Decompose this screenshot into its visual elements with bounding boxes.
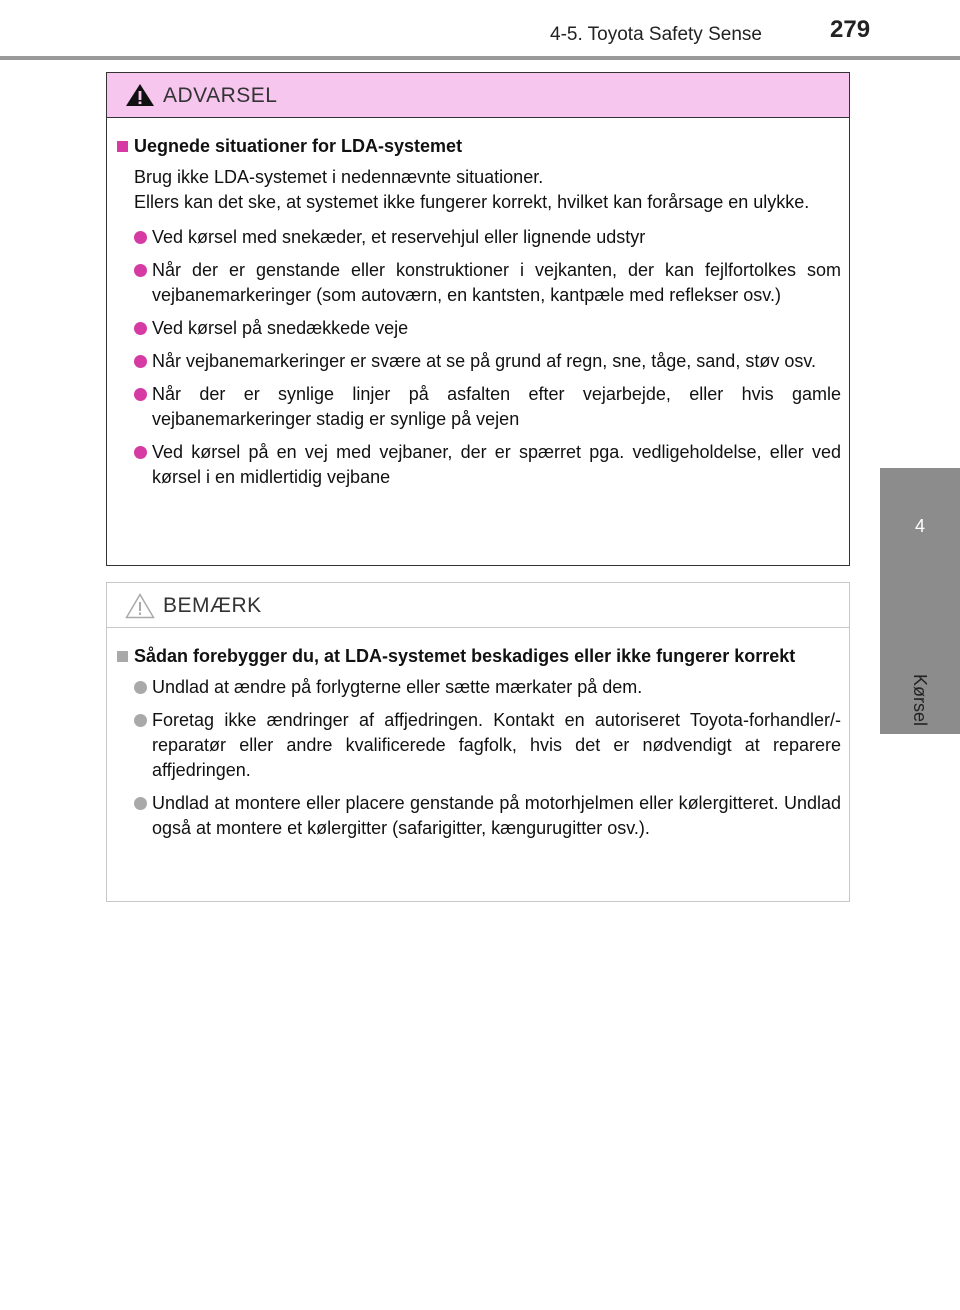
list-item [134, 225, 841, 250]
list-item-text: Undlad at montere eller placere genstande på motorhjelmen eller kølergitteret. Undlad også at montere et kølergitter (safarigitter, kængurugitter osv.). [152, 793, 841, 838]
warning-header [107, 73, 849, 118]
list-item-text: Når vejbanemarkeringer er svære at se på grund af regn, sne, tåge, sand, støv osv. [152, 351, 816, 371]
round-bullet-icon [134, 681, 147, 694]
notice-heading: BEMÆRK [163, 594, 262, 617]
notice-section-title-text: Sådan forebygger du, at LDA-systemet beskadiges eller ikke fungerer korrekt [134, 646, 796, 666]
warning-box [106, 72, 850, 566]
list-item [134, 258, 841, 308]
warning-intro-line: Ellers kan det ske, at systemet ikke fungerer korrekt, hvilket kan forårsage en ulykke. [134, 192, 810, 212]
square-bullet-icon [117, 141, 128, 152]
list-item-text: Foretag ikke ændringer af affjedringen. Kontakt en autoriseret Toyota-forhandler/-reparatør eller andre kvalificerede fagfolk, hvis det er nødvendigt at reparere affjedringen. [152, 710, 841, 780]
notice-box [106, 582, 850, 902]
notice-header [107, 583, 849, 628]
warning-heading: ADVARSEL [163, 84, 278, 107]
round-bullet-icon [134, 231, 147, 244]
round-bullet-icon [134, 797, 147, 810]
warning-section-title-text: Uegnede situationer for LDA-systemet [134, 136, 463, 156]
list-item [134, 708, 841, 783]
warning-intro [117, 165, 841, 215]
round-bullet-icon [134, 355, 147, 368]
round-bullet-icon [134, 264, 147, 277]
notice-section-title [117, 644, 841, 669]
warning-section-title [117, 134, 841, 159]
square-bullet-icon [117, 651, 128, 662]
round-bullet-icon [134, 388, 147, 401]
chapter-label: Kørsel [910, 673, 930, 726]
page-number: 279 [830, 16, 871, 43]
list-item [134, 316, 841, 341]
list-item [134, 349, 841, 374]
header-divider [0, 56, 960, 60]
list-item-text: Når der er synlige linjer på asfalten efter vejarbejde, eller hvis gamle vejbanemarkeringer stadig er synlige på vejen [152, 384, 841, 429]
round-bullet-icon [134, 322, 147, 335]
list-item-text: Ved kørsel på en vej med vejbaner, der er spærret pga. vedligeholdelse, eller ved kørsel i en midlertidig vejbane [152, 442, 841, 487]
list-item-text: Ved kørsel med snekæder, et reservehjul eller lignende udstyr [152, 227, 646, 247]
warning-intro-line: Brug ikke LDA-systemet i nedennævnte situationer. [134, 167, 544, 187]
list-item [134, 382, 841, 432]
list-item [134, 791, 841, 841]
list-item-text: Når der er genstande eller konstruktioner i vejkanten, der kan fejlfortolkes som vejbanemarkeringer (som autoværn, en kantsten, kantpæle med reflekser osv.) [152, 260, 841, 305]
chapter-number: 4 [914, 516, 925, 536]
round-bullet-icon [134, 714, 147, 727]
list-item [134, 440, 841, 490]
notice-body [107, 628, 849, 841]
list-item-text: Undlad at ændre på forlygterne eller sætte mærkater på dem. [152, 677, 643, 697]
list-item [134, 675, 841, 700]
warning-body [107, 118, 849, 490]
caution-triangle-icon [125, 593, 155, 619]
section-title: 4-5. Toyota Safety Sense [550, 24, 762, 45]
list-item-text: Ved kørsel på snedækkede veje [152, 318, 409, 338]
round-bullet-icon [134, 446, 147, 459]
warning-triangle-icon [125, 83, 155, 107]
